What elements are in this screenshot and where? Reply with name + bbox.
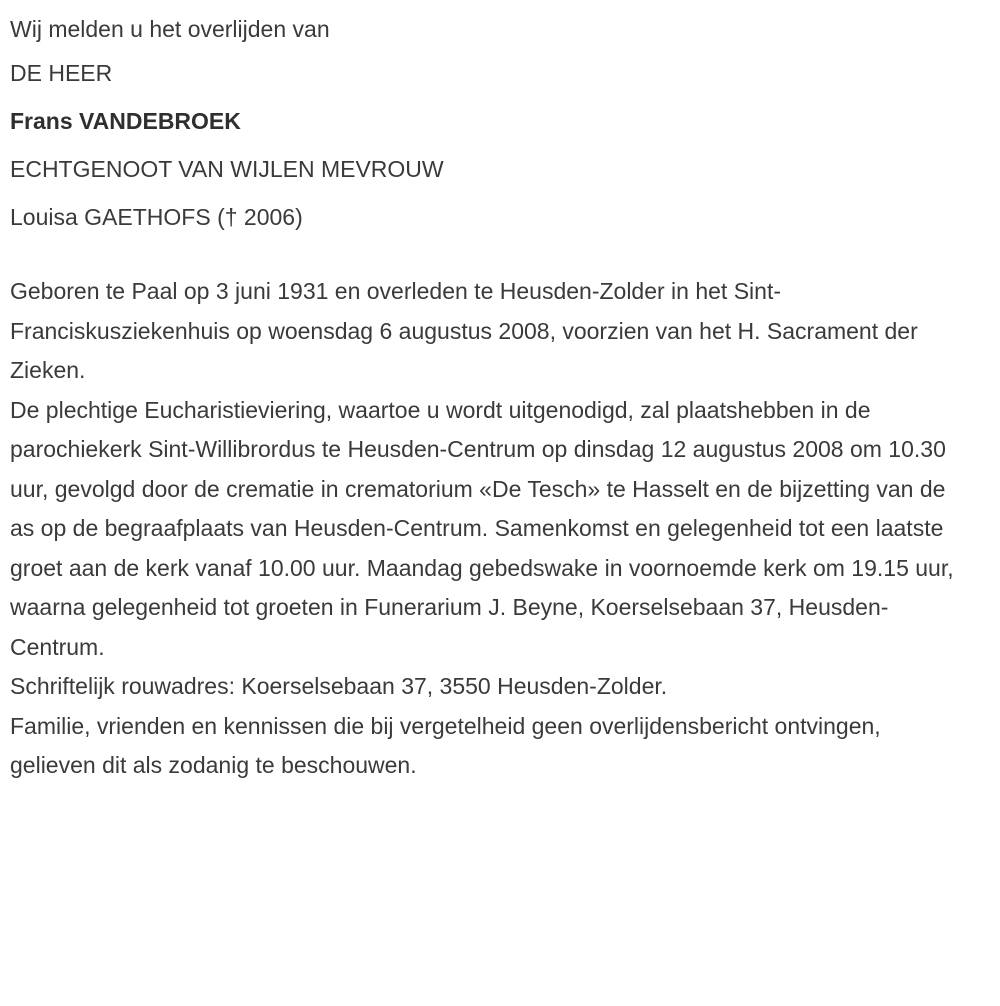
paragraph-apology-notice: Familie, vrienden en kennissen die bij vergetelheid geen overlijdensbericht ontvingen, gelieven dit als zodanig te beschouwen. [10, 712, 881, 778]
deceased-name: Frans VANDEBROEK [10, 108, 241, 134]
intro-line: Wij melden u het overlijden van [10, 16, 330, 42]
paragraph-service-details: De plechtige Eucharistieviering, waartoe u wordt uitgenodigd, zal plaatshebben in de parochiekerk Sint-Willibrordus te Heusden-Centrum op dinsdag 12 augustus 2008 om 10.30 uur, gevolgd door de crematie in crematorium «De Tesch» te Hasselt en de bijzetting van de as op de begraafplaats van Heusden-Centrum. Samenkomst en gelegenheid tot een laatste groet aan de kerk vanaf 10.00 uur. Maandag gebedswake in voornoemde kerk om 19.15 uur, waarna gelegenheid tot groeten in Funerarium J. Beyne, Koerselsebaan 37, Heusden-Centrum. [10, 396, 954, 660]
relation-line: ECHTGENOOT VAN WIJLEN MEVROUW [10, 156, 444, 182]
salutation-line: DE HEER [10, 60, 113, 86]
paragraph-condolence-address: Schriftelijk rouwadres: Koerselsebaan 37, 3550 Heusden-Zolder. [10, 673, 668, 699]
spouse-name-line: Louisa GAETHOFS († 2006) [10, 204, 303, 230]
paragraph-birth-death: Geboren te Paal op 3 juni 1931 en overleden te Heusden-Zolder in het Sint-Franciskusziekenhuis op woensdag 6 augustus 2008, voorzien van het H. Sacrament der Zieken. [10, 278, 918, 383]
deceased-header [10, 49, 972, 241]
